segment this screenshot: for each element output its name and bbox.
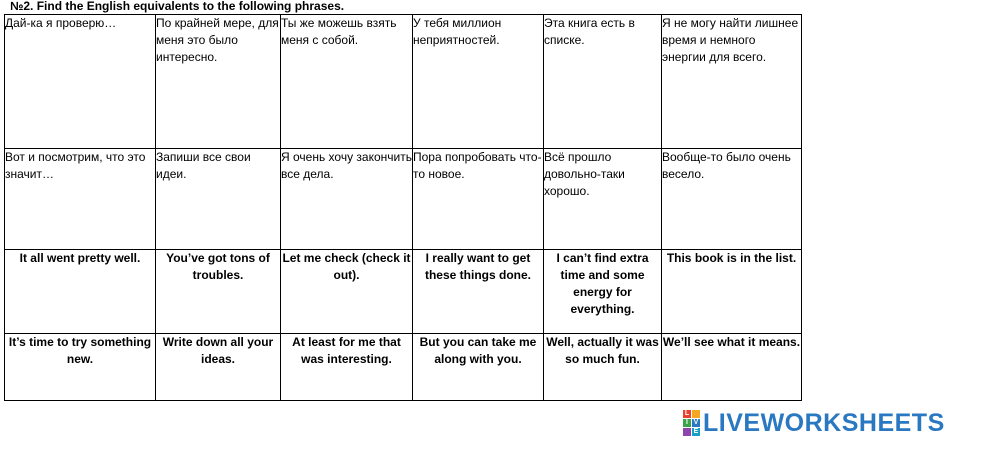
table-cell: Я не могу найти лишнее время и немного энергии для всего.: [662, 15, 802, 149]
answer-cell[interactable]: Well, actually it was so much fun.: [544, 334, 662, 401]
table-cell: Эта книга есть в списке.: [544, 15, 662, 149]
liveworksheets-logo: [683, 409, 945, 437]
table-cell: Дай-ка я проверю…: [5, 15, 156, 149]
answer-cell[interactable]: Write down all your ideas.: [156, 334, 281, 401]
answer-cell[interactable]: Let me check (check it out).: [281, 250, 413, 334]
table-cell: У тебя миллион неприятностей.: [413, 15, 544, 149]
table-cell: Ты же можешь взять меня с собой.: [281, 15, 413, 149]
table-cell: Вот и посмотрим, что это значит…: [5, 149, 156, 250]
table-cell: По крайней мере, для меня это было интересно.: [156, 15, 281, 149]
answer-cell[interactable]: I really want to get these things done.: [413, 250, 544, 334]
table-cell: Пора попробовать что-то новое.: [413, 149, 544, 250]
answer-cell[interactable]: It all went pretty well.: [5, 250, 156, 334]
logo-block: E: [693, 428, 699, 435]
answer-cell[interactable]: At least for me that was interesting.: [281, 334, 413, 401]
logo-block: I: [683, 419, 691, 427]
table-cell: Я очень хочу закончить все дела.: [281, 149, 413, 250]
liveworksheets-logo-icon: [683, 410, 700, 436]
answer-cell[interactable]: This book is in the list.: [662, 250, 802, 334]
logo-block: L: [684, 410, 690, 417]
answer-cell[interactable]: I can’t find extra time and some energy for everything.: [544, 250, 662, 334]
answer-cell[interactable]: It’s time to try something new.: [5, 334, 156, 401]
table-row: [5, 15, 802, 149]
logo-block: [692, 410, 700, 418]
answer-cell[interactable]: We’ll see what it means.: [662, 334, 802, 401]
answer-cell[interactable]: You’ve got tons of troubles.: [156, 250, 281, 334]
table-cell: Всё прошло довольно-таки хорошо.: [544, 149, 662, 250]
table-row: [5, 250, 802, 334]
phrases-table: [4, 14, 802, 401]
table-cell: Запиши все свои идеи.: [156, 149, 281, 250]
answer-cell[interactable]: But you can take me along with you.: [413, 334, 544, 401]
logo-text: LIVEWORKSHEETS: [703, 409, 945, 437]
table-cell: Вообще-то было очень весело.: [662, 149, 802, 250]
logo-block: [683, 428, 691, 436]
logo-block: V: [693, 419, 699, 426]
table-row: [5, 334, 802, 401]
exercise-title: №2. Find the English equivalents to the following phrases.: [10, 0, 345, 13]
table-row: [5, 149, 802, 250]
